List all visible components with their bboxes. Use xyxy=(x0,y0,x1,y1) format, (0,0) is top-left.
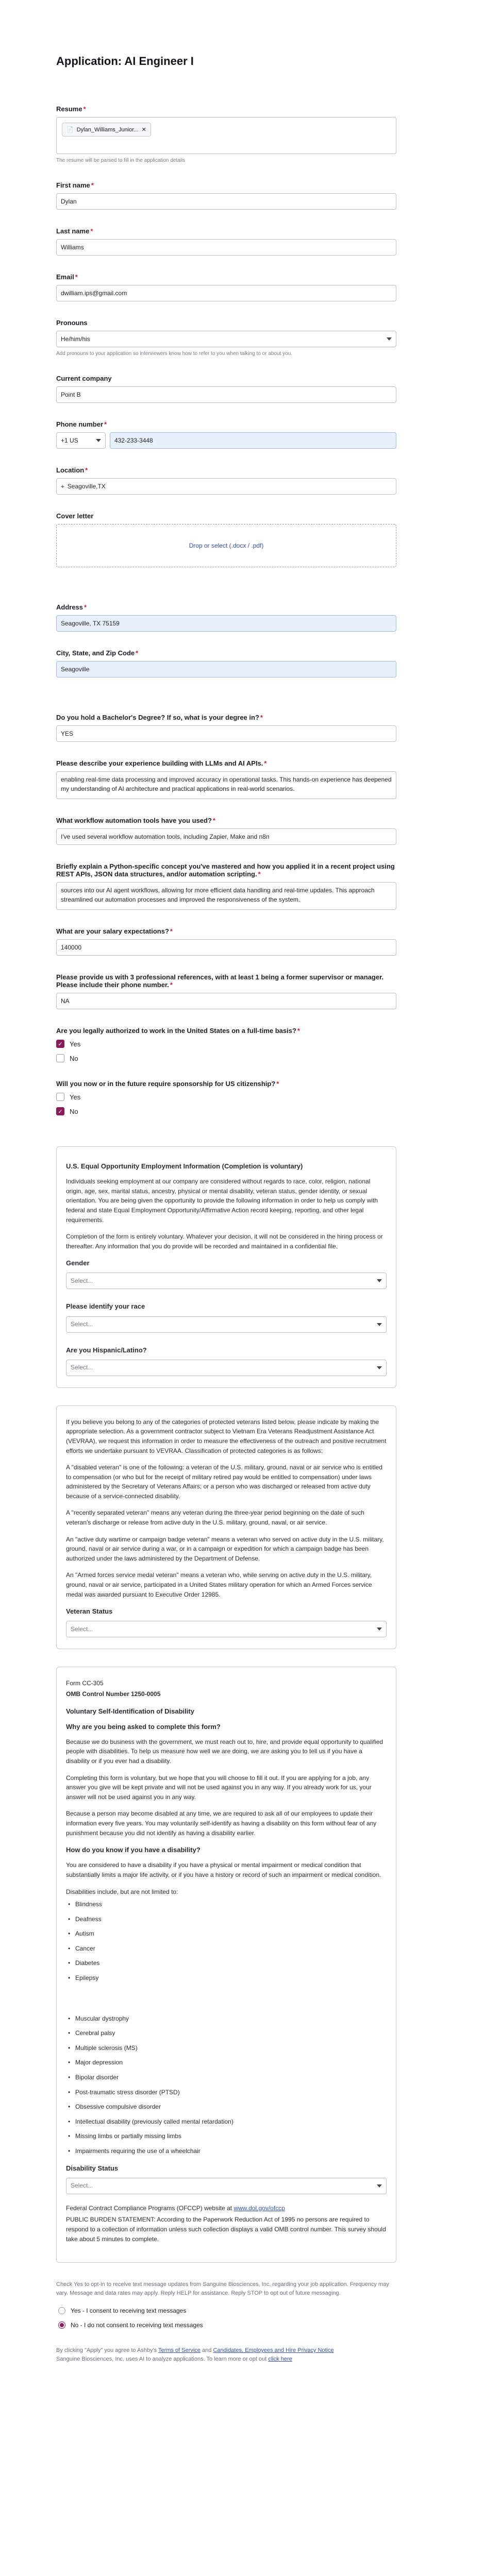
veteran-status-label: Veteran Status xyxy=(66,1607,113,1616)
radio-selected-icon[interactable] xyxy=(58,2321,65,2329)
how-heading: How do you know if you have a disability? xyxy=(66,1846,201,1854)
workflow-tools-input[interactable]: I've used several workflow automation tools, including Zapier, Make and n8n xyxy=(56,828,396,845)
sms-no-label: No - I do not consent to receiving text messages xyxy=(71,2321,203,2329)
eeo-paragraph: Completion of the form is entirely voluntary. Whatever your decision, it will not be considered in the hiring process or thereafter. Any information that you do provide will be recorded and maintained in a confidential file. xyxy=(66,1233,383,1250)
first-name-input[interactable]: Dylan xyxy=(56,193,396,210)
list-item: • Diabetes xyxy=(66,1958,387,1968)
cover-letter-dropzone[interactable]: Drop or select (.docx / .pdf) xyxy=(56,524,396,567)
disability-paragraph: You are considered to have a disability if you have a physical or mental impairment or medical condition that substantially limits a major life activity, or if you have a history or record of such an impairment or medical condition. xyxy=(66,1861,381,1878)
chevron-down-icon xyxy=(377,2184,382,2188)
hispanic-placeholder: Select... xyxy=(71,1364,93,1371)
degree-input[interactable]: YES xyxy=(56,725,396,742)
pronouns-label: Pronouns xyxy=(56,319,88,327)
phone-label: Phone number xyxy=(56,420,104,428)
company-label: Current company xyxy=(56,375,112,382)
python-concept-textarea[interactable]: sources into our AI agent workflows, allowing for more efficient data handling and real-time updates. This approach streamlined our automation processes and improved the responsiveness of the system. xyxy=(56,882,396,910)
list-item: • Obsessive compulsive disorder xyxy=(66,2102,387,2112)
authorized-label: Are you legally authorized to work in the United States on a full-time basis? xyxy=(56,1027,296,1035)
company-input[interactable]: Point B xyxy=(56,386,396,403)
veteran-paragraph: An "active duty wartime or campaign badge veteran" means a veteran who served on active duty in the U.S. military, ground, naval or air service during a war, or in a campaign or expedition for which a campaign badge has been authorized under the laws administered by the Department of Defense. xyxy=(66,1535,384,1562)
cover-letter-label: Cover letter xyxy=(56,512,94,520)
gender-placeholder: Select... xyxy=(71,1277,93,1285)
salary-input[interactable]: 140000 xyxy=(56,939,396,956)
address-label: Address xyxy=(56,603,84,611)
phone-input[interactable]: 432-233-3448 xyxy=(110,432,396,449)
list-item: • Autism xyxy=(66,1929,387,1939)
authorized-yes-label: Yes xyxy=(70,1040,81,1048)
list-item: • Deafness xyxy=(66,1914,387,1924)
veteran-status-select[interactable] xyxy=(66,1621,387,1637)
disability-paragraph: Because we do business with the government, we must reach out to, hire, and provide equal opportunity to qualified people with disabilities. To help us measure how well we are doing, we are asking you to tell us if you have a disability or if you ever had a disability. xyxy=(66,1738,383,1765)
remove-file-icon[interactable]: ✕ xyxy=(141,127,146,133)
list-item: • Impairments requiring the use of a wheelchair xyxy=(66,2146,387,2156)
chevron-down-icon xyxy=(387,337,392,341)
disability-list xyxy=(66,1900,387,2156)
veteran-placeholder: Select... xyxy=(71,1625,93,1633)
authorized-no-label: No xyxy=(70,1054,78,1062)
disability-paragraph: Completing this form is voluntary, but we hope that you will choose to fill it out. If you are applying for a job, any answer you give will be kept private and will not be used against you in any way. If you already work for us, your answer will not be used against you in any way. xyxy=(66,1774,372,1801)
hispanic-select[interactable] xyxy=(66,1360,387,1376)
chevron-down-icon xyxy=(96,439,101,442)
sms-consent-text: Check Yes to opt-in to receive text message updates from Sanguine Biosciences, Inc. regarding your job application. Frequency may vary. Message and data rates may apply. Reply HELP for assistance. Reply STOP to opt out of future messaging. xyxy=(56,2281,389,2297)
list-item: • Cerebral palsy xyxy=(66,2028,387,2038)
address-input[interactable]: Seagoville, TX 75159 xyxy=(56,615,396,632)
list-intro: Disabilities include, but are not limited to: xyxy=(66,1888,178,1895)
gender-select[interactable] xyxy=(66,1273,387,1289)
pronouns-select[interactable] xyxy=(56,331,396,347)
degree-label: Do you hold a Bachelor's Degree? If so, what is your degree in? xyxy=(56,714,259,721)
ai-opt-out-link[interactable]: click here xyxy=(268,2356,292,2363)
page-title: Application: AI Engineer I xyxy=(56,55,194,67)
list-item: • Bipolar disorder xyxy=(66,2073,387,2082)
resume-file-chip[interactable] xyxy=(62,123,151,137)
hispanic-label: Are you Hispanic/Latino? xyxy=(66,1346,147,1354)
checkbox-icon[interactable] xyxy=(56,1093,64,1101)
resume-label: Resume xyxy=(56,105,82,113)
gender-label: Gender xyxy=(66,1259,90,1267)
sponsorship-no-label: No xyxy=(70,1107,78,1115)
list-item: • Blindness xyxy=(66,1900,387,1909)
city-state-zip-input[interactable]: Seagoville xyxy=(56,661,396,677)
disability-placeholder: Select... xyxy=(71,2182,93,2190)
references-label: Please provide us with 3 professional references, with at least 1 being a former supervisor or manager. Please include their phone number. xyxy=(56,973,384,989)
omb-number: OMB Control Number 1250-0005 xyxy=(66,1690,161,1698)
chevron-down-icon xyxy=(377,1279,382,1282)
race-label: Please identify your race xyxy=(66,1302,145,1311)
first-name-label: First name xyxy=(56,181,90,189)
eeo-paragraph: Individuals seeking employment at our company are considered without regards to race, color, religion, national origin, age, sex, marital status, ancestry, physical or mental disability, veteran status, gender identity, or sexual orientation. You are being given the opportunity to provide the following information in order to help us comply with federal and state Equal Employment Opportunity/Affirmative Action record keeping, reporting, and other legal requirements. xyxy=(66,1178,378,1224)
form-number: Form CC-305 xyxy=(66,1680,104,1687)
veteran-paragraph: An "Armed forces service medal veteran" means a veteran who, while serving on active duty in the U.S. military, ground, naval or air service, participated in a United States military operation for which an Armed Forces service medal was awarded pursuant to Executive Order 12985. xyxy=(66,1571,372,1598)
authorized-yes-option[interactable] xyxy=(56,1040,396,1048)
radio-icon[interactable] xyxy=(58,2307,65,2314)
race-select[interactable] xyxy=(66,1316,387,1333)
phone-country-value: +1 US xyxy=(61,437,78,444)
python-concept-label: Briefly explain a Python-specific concept you've mastered and how you applied it in a recent project using REST APIs, JSON data structures, and/or automation scripting. xyxy=(56,862,395,878)
list-item: • Muscular dystrophy xyxy=(66,2014,387,2024)
terms-and: and xyxy=(202,2347,212,2354)
sponsorship-yes-option[interactable] xyxy=(56,1093,396,1101)
checkbox-checked-icon[interactable]: ✓ xyxy=(56,1040,64,1048)
llm-experience-label: Please describe your experience building with LLMs and AI APIs. xyxy=(56,759,263,767)
application-form: Application: AI Engineer I Resume * 📄 Dylan_Williams_Junior... ✕ The resume will be parsed to fill in the application details First name * Dylan Last name * Williams Email * dwilliam.ips@gmail.com Pronouns He/him/his Add pronouns to your application so interviewers know how to refer to you when talking to or about you. Current company Point B Phone number * +1 US 432-233-3448 Location * ⌖ Seagoville,TX Cover letter Drop or select (.docx / .pdf) Address * Seagoville, TX 75159 City, State, and Zip Code * Seagoville Do you hold a Bachelor's Degree? If so, what is your degree in? * YES Please describe your experience building with LLMs and AI APIs. * enabling real-time data processing and improved accuracy in operational tasks. This hands-on experience has deepened my understanding of AI architecture and practical applications in real-world scenarios. What workflow automation tools have you used? * I've used several workflow automation tools, including Zapier, Make and n8n Briefly explain a Python-specific concept you've mastered and how you applied it in a recent project using REST APIs, JSON data structures, and/or automation scripting. * sources into our AI agent workflows, allowing for more efficient data handling and real-time updates. This approach streamlined our automation processes and improved the responsiveness of the system. What are your salary expectations? * 140000 Please provide us with 3 professional references, with at least 1 being a former supervisor or manager. Please include their phone number. * NA Are you legally authorized to work in the United States on a full-time basis? * ✓ Yes No Will you now or in the future require sponsorship for US citizenship? * Yes ✓ No U.S. Equal Opportunity Employment Information (Completion is voluntary) Individuals seeking employment at our company are considered without regards to race, color, religion, national origin, age, sex, marital status, ancestry, physical or mental disability, veteran status, gender identity, or sexual orientation. You are being given the opportunity to provide the following information in order to help us comply with federal and state Equal Employment Opportunity/Affirmative Action record keeping, reporting, and other legal requirements. Completion of the form is entirely voluntary. Whatever your decision, it will not be considered in the hiring process or thereafter. Any information that you do provide will be recorded and maintained in a confidential file. Gender Select... Please identify your race Select... Are you Hispanic/Latino? Select... If you believe you belong to any of the categories of protected veterans listed below, please indicate by making the appropriate selection. As a government contractor subject to Vietnam Era Veterans Readjustment Assistance Act (VEVRAA), we request this information in order to measure the effectiveness of the outreach and positive recruitment efforts we undertake pursuant to VEVRAA. Classification of protected categories is as follows: A "disabled veteran" is one of the following: a veteran of the U.S. military, ground, naval or air service who is entitled to compensation (or who but for the receipt of military retired pay would be entitled to compensation) under laws administered by the Secretary of Veterans Affairs; or a person who was discharged or released from active duty because of a service-connected disability. A "recently separated veteran" means any veteran during the three-year period beginning on the date of such veteran's discharge or release from active duty in the U.S. military, ground, naval, or air service. An "active duty wartime or campaign badge veteran" means a veteran who served on active duty in the U.S. military, ground, naval or air service during a war, or in a campaign or expedition for which a campaign badge has been authorized under the laws administered by the Department of Defense. An "Armed forces service medal veteran" means a veteran who, while serving on active duty in the U.S. military, ground, naval or air service, participated in a United States military operation for which an Armed Forces service medal was awarded pursuant to Executive Order 12985. Veteran Status Select... Form CC-305 OMB Control Number 1250-0005 Voluntary Self-Identification of Disability Why are you being asked to complete this form? Because we do business with the government, we must reach out to, hire, and provide equal opportunity to qualified people with disabilities. To help us measure how well we are doing, we are asking you to tell us if you have a disability or if you ever had a disability. Completing this form is voluntary, but we hope that you will choose to fill it out. If you are applying for a job, any answer you give will be kept private and will not be used against you in any way. If you already work for us, your answer will not be used against you in any way. Because a person may become disabled at any time, we are required to ask all of our employees to update their information every five years. You may voluntarily self-identify as having a disability on this form without fear of any punishment because you did not identify as having a disability earlier. How do you know if you have a disability? You are considered to have a disability if you have a physical or mental impairment or medical condition that substantially limits a major life activity, or if you have a history or record of such an impairment or medical condition. Disabilities include, but are not limited to: • Blindness • Deafness • Autism • Cancer • Diabetes • Epilepsy • Muscular dystrophy • Cerebral palsy • Multiple sclerosis (MS) • Major depression • Bipolar disorder • Post-traumatic stress disorder (PTSD) • Obsessive compulsive disorder • Intellectual disability (previously called mental retardation) • Missing limbs or partially missing limbs • Impairments requiring the use of a wheelchair Disability Status Select... Federal Contract Compliance Programs (OFCCP) website at www.dol.gov/ofccp PUBLIC BURDEN STATEMENT: According to the Paperwork Reduction Act of 1995 no persons are required to respond to a collection of information unless such collection displays a valid OMB control number. This survey should take about 5 minutes to complete. Check Yes to opt-in to receive text message updates from Sanguine Biosciences, Inc. regarding your job application. Frequency may vary. Message and data rates may apply. Reply HELP for assistance. Reply STOP to opt out of future messaging. Yes - I consent to receiving text messages No - I do not consent to receiving text messages By clicking "Apply" you agree to Ashby's Terms of Service and Candidates, Employees and Hire Privacy Notice Sanguine Biosciences, Inc. uses AI to analyze applications. To learn more or opt out click here xyxy=(56,0,396,2373)
veteran-paragraph: A "disabled veteran" is one of the following: a veteran of the U.S. military, ground, naval or air service who is entitled to compensation (or who but for the receipt of military retired pay would be entitled to compensation) under laws administered by the Secretary of Veterans Affairs; or a person who was discharged or released from active duty because of a service-connected disability. xyxy=(66,1464,382,1500)
disability-panel xyxy=(56,1667,396,2263)
veteran-paragraph: A "recently separated veteran" means any veteran during the three-year period beginning on the date of such veteran's discharge or release from active duty in the U.S. military, ground, naval, or air service. xyxy=(66,1509,364,1527)
checkbox-checked-icon[interactable]: ✓ xyxy=(56,1107,64,1115)
resume-hint: The resume will be parsed to fill in the application details xyxy=(56,158,186,163)
burden-statement: PUBLIC BURDEN STATEMENT: According to the Paperwork Reduction Act of 1995 no persons are required to respond to a collection of information unless such collection displays a valid OMB control number. This survey should take about 5 minutes to complete. xyxy=(66,2216,386,2243)
race-placeholder: Select... xyxy=(71,1320,93,1328)
salary-label: What are your salary expectations? xyxy=(56,927,169,935)
eeo-panel xyxy=(56,1146,396,1388)
list-item: • Major depression xyxy=(66,2058,387,2067)
list-item: • Epilepsy xyxy=(66,1973,387,1983)
veteran-paragraph: If you believe you belong to any of the categories of protected veterans listed below, please indicate by making the appropriate selection. As a government contractor subject to Vietnam Era Veterans Readjustment Assistance Act (VEVRAA), we request this information in order to measure the effectiveness of the outreach and positive recruitment efforts we undertake pursuant to VEVRAA. Classification of protected categories is as follows: xyxy=(66,1418,387,1454)
llm-experience-textarea[interactable]: enabling real-time data processing and improved accuracy in operational tasks. This hands-on experience has deepened my understanding of AI architecture and practical applications in real-world scenarios. xyxy=(56,771,396,799)
location-label: Location xyxy=(56,466,85,474)
list-item: • Post-traumatic stress disorder (PTSD) xyxy=(66,2088,387,2097)
resume-upload[interactable] xyxy=(56,117,396,154)
ofccp-text: Federal Contract Compliance Programs (OFCCP) website at xyxy=(66,2204,232,2212)
list-item: • Intellectual disability (previously called mental retardation) xyxy=(66,2117,387,2127)
chevron-down-icon xyxy=(377,1323,382,1326)
chevron-down-icon xyxy=(377,1628,382,1631)
ofccp-link[interactable]: www.dol.gov/ofccp xyxy=(233,2204,285,2212)
references-input[interactable]: NA xyxy=(56,993,396,1009)
city-state-zip-label: City, State, and Zip Code xyxy=(56,649,135,657)
disability-status-select[interactable] xyxy=(66,2178,387,2194)
resume-file-name: Dylan_Williams_Junior... xyxy=(76,126,139,133)
eeo-title: U.S. Equal Opportunity Employment Information (Completion is voluntary) xyxy=(66,1162,303,1170)
last-name-input[interactable]: Williams xyxy=(56,239,396,256)
sponsorship-label: Will you now or in the future require sponsorship for US citizenship? xyxy=(56,1080,276,1088)
authorized-no-option[interactable] xyxy=(56,1054,396,1062)
sponsorship-no-option[interactable] xyxy=(56,1107,396,1115)
pronouns-hint: Add pronouns to your application so interviewers know how to refer to you when talking to or about you. xyxy=(56,351,293,357)
disability-title: Voluntary Self-Identification of Disability xyxy=(66,1707,194,1715)
privacy-link[interactable]: Candidates, Employees and Hire Privacy Notice xyxy=(213,2347,334,2354)
file-icon: 📄 xyxy=(66,127,74,133)
location-input[interactable] xyxy=(56,478,396,495)
workflow-tools-label: What workflow automation tools have you used? xyxy=(56,817,212,824)
disability-status-label: Disability Status xyxy=(66,2164,119,2172)
pronouns-value: He/him/his xyxy=(61,335,90,343)
terms-text xyxy=(56,2346,396,2364)
why-heading: Why are you being asked to complete this form? xyxy=(66,1722,221,1731)
sms-no-option[interactable] xyxy=(58,2321,396,2329)
sms-yes-option[interactable] xyxy=(58,2307,396,2314)
email-label: Email xyxy=(56,273,74,281)
chevron-down-icon xyxy=(377,1366,382,1369)
veteran-panel xyxy=(56,1405,396,1650)
sponsorship-yes-label: Yes xyxy=(70,1093,81,1101)
disability-paragraph: Because a person may become disabled at any time, we are required to ask all of our employees to update their information every five years. You may voluntarily self-identify as having a disability on this form without fear of any punishment because you did not identify as having a disability earlier. xyxy=(66,1810,377,1837)
location-value: Seagoville,TX xyxy=(67,483,106,490)
list-item: • Multiple sclerosis (MS) xyxy=(66,2043,387,2053)
last-name-label: Last name xyxy=(56,227,90,235)
phone-country-select[interactable] xyxy=(56,432,106,449)
checkbox-icon[interactable] xyxy=(56,1054,64,1062)
location-pin-icon: ⌖ xyxy=(61,482,64,490)
list-item: • Missing limbs or partially missing limbs xyxy=(66,2131,387,2141)
sms-yes-label: Yes - I consent to receiving text messages xyxy=(71,2307,187,2315)
list-item: • Cancer xyxy=(66,1944,387,1954)
ai-notice: Sanguine Biosciences, Inc. uses AI to analyze applications. To learn more or opt out xyxy=(56,2356,267,2363)
terms-pre: By clicking "Apply" you agree to Ashby's xyxy=(56,2347,157,2354)
email-input[interactable]: dwilliam.ips@gmail.com xyxy=(56,285,396,301)
terms-link[interactable]: Terms of Service xyxy=(158,2347,201,2354)
